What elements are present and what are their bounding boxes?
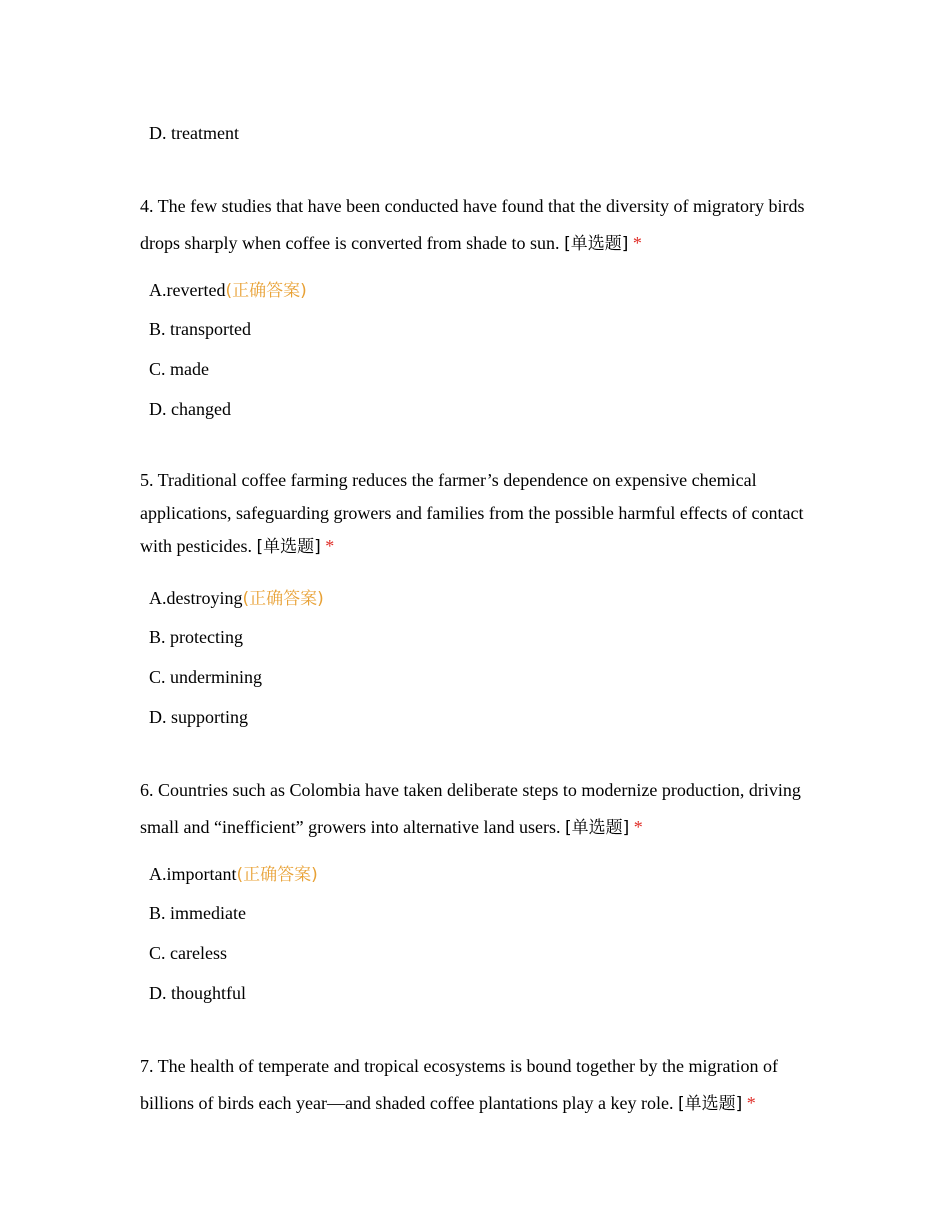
question-text: 4. The few studies that have been conducted have found that the diversity of migratory birds drops sharply when coffee is converted from shade to sun. (140, 196, 805, 253)
option-label: D. treatment (149, 123, 239, 143)
option-q5-c[interactable] (149, 665, 262, 689)
question-7-text (140, 1048, 820, 1123)
option-label: D. supporting (149, 707, 248, 727)
required-marker: * (632, 233, 642, 253)
option-q6-d[interactable] (149, 981, 246, 1005)
option-label: A.destroying (149, 588, 243, 608)
option-label: A.reverted (149, 280, 226, 300)
option-label: A.important (149, 864, 237, 884)
question-type-tag: [单选题] (678, 1094, 743, 1114)
question-type-tag: [单选题] (564, 234, 629, 254)
option-q6-b[interactable] (149, 901, 246, 925)
question-text: 6. Countries such as Colombia have taken deliberate steps to modernize production, driving small and “inefficient” growers into alternative land users. (140, 780, 801, 837)
question-5-text (140, 464, 820, 564)
correct-answer-badge: (正确答案) (225, 281, 307, 301)
option-q6-c[interactable] (149, 941, 227, 965)
option-label: C. made (149, 359, 209, 379)
required-marker: * (746, 1093, 756, 1113)
question-type-tag: [单选题] (565, 818, 630, 838)
required-marker: * (633, 817, 643, 837)
option-label: D. thoughtful (149, 983, 246, 1003)
correct-answer-badge: (正确答案) (236, 865, 318, 885)
option-label: B. transported (149, 319, 251, 339)
option-prev-d[interactable] (149, 121, 239, 145)
option-label: B. immediate (149, 903, 246, 923)
correct-answer-badge: (正确答案) (242, 589, 324, 609)
question-4-text (140, 188, 820, 263)
question-text: 7. The health of temperate and tropical ecosystems is bound together by the migration of billions of birds each year—and shaded coffee plantations play a key role. (140, 1056, 778, 1113)
question-text: 5. Traditional coffee farming reduces the farmer’s dependence on expensive chemical applications, safeguarding growers and families from the possible harmful effects of contact with pesticides. (140, 470, 804, 556)
option-label: D. changed (149, 399, 231, 419)
required-marker: * (325, 536, 335, 556)
option-q4-a[interactable] (149, 278, 307, 303)
option-q4-b[interactable] (149, 317, 251, 341)
option-label: C. undermining (149, 667, 262, 687)
option-q4-c[interactable] (149, 357, 209, 381)
option-q5-d[interactable] (149, 705, 248, 729)
option-label: B. protecting (149, 627, 243, 647)
option-q6-a[interactable] (149, 862, 318, 887)
question-6-text (140, 772, 820, 847)
question-type-tag: [单选题] (256, 537, 321, 557)
option-q4-d[interactable] (149, 397, 231, 421)
option-q5-b[interactable] (149, 625, 243, 649)
option-q5-a[interactable] (149, 586, 324, 611)
option-label: C. careless (149, 943, 227, 963)
